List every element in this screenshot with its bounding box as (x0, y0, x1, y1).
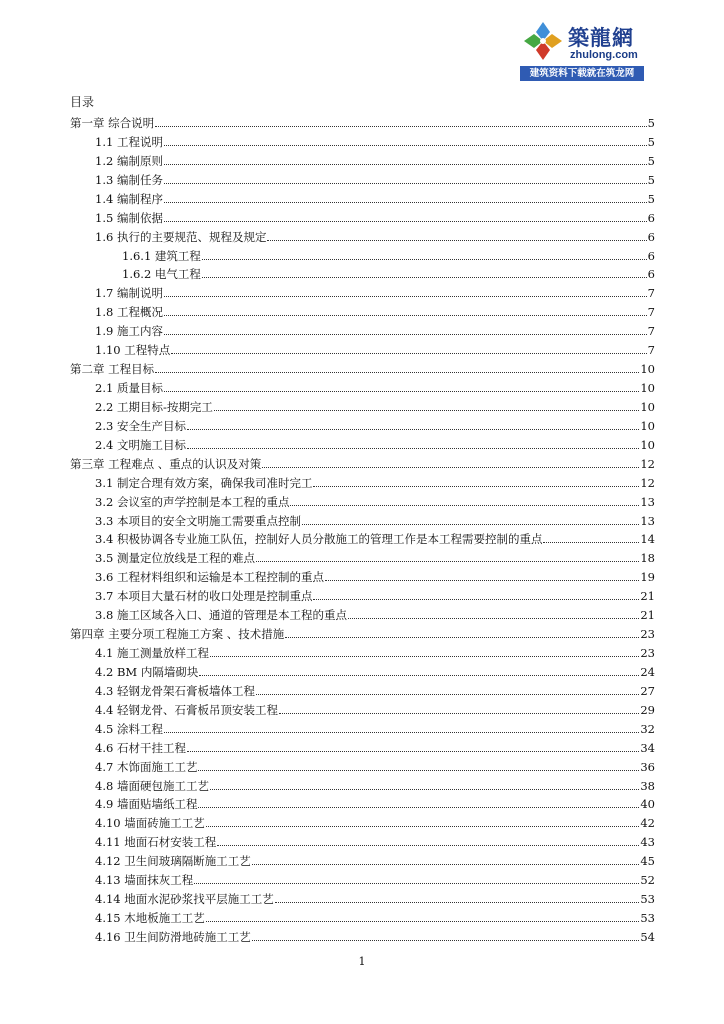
toc-dot-leader (290, 505, 639, 506)
toc-section-row[interactable] (95, 320, 655, 338)
toc-entry-title: 2.1 质量目标 (95, 381, 163, 396)
toc-dot-leader (252, 864, 640, 865)
toc-section-row[interactable] (95, 661, 655, 679)
toc-section-row[interactable] (95, 718, 655, 736)
toc-section-row[interactable] (95, 339, 655, 357)
toc-entry-page: 38 (640, 778, 655, 793)
toc-entry-page: 27 (640, 683, 655, 698)
toc-dot-leader (256, 694, 639, 695)
toc-dot-leader (164, 164, 647, 165)
toc-entry-page: 36 (640, 759, 655, 774)
logo-brand-name: 築龍網 (568, 26, 634, 50)
toc-section-row[interactable] (95, 301, 655, 319)
toc-dot-leader (206, 921, 640, 922)
toc-entry-page: 13 (640, 513, 655, 528)
toc-entry-title: 4.4 轻钢龙骨、石膏板吊顶安装工程 (95, 702, 278, 717)
toc-entry-title: 1.7 编制说明 (95, 286, 163, 301)
toc-entry-title: 4.2 BM 内隔墙砌块 (95, 664, 199, 679)
toc-entry-title: 第二章 工程目标 (70, 362, 155, 377)
toc-entry-title: 1.5 编制依据 (95, 210, 163, 225)
toc-entry-page: 12 (640, 475, 655, 490)
toc-dot-leader (198, 807, 639, 808)
toc-section-row[interactable] (95, 131, 655, 149)
toc-dot-leader (256, 561, 639, 562)
toc-dot-leader (313, 486, 639, 487)
toc-entry-title: 4.16 卫生间防滑地砖施工工艺 (95, 929, 251, 944)
toc-entry-page: 5 (647, 153, 655, 168)
toc-entry-page: 6 (647, 248, 655, 263)
toc-entry-title: 1.2 编制原则 (95, 153, 163, 168)
toc-entry-page: 10 (640, 362, 655, 377)
toc-entry-title: 4.1 施工测量放样工程 (95, 646, 209, 661)
toc-entry-page: 7 (647, 305, 655, 320)
toc-chapter-row[interactable] (70, 358, 655, 376)
toc-dot-leader (164, 315, 647, 316)
toc-entry-title: 4.11 地面石材安装工程 (95, 835, 217, 850)
toc-dot-leader (198, 770, 639, 771)
toc-section-row[interactable] (95, 869, 655, 887)
toc-entry-page: 42 (640, 816, 655, 831)
toc-entry-page: 45 (640, 854, 655, 869)
toc-entry-title: 2.4 文明施工目标 (95, 437, 186, 452)
toc-subsection-row[interactable] (122, 263, 655, 281)
toc-section-row[interactable] (95, 699, 655, 717)
toc-dot-leader (155, 126, 647, 127)
toc-entry-page: 21 (640, 589, 655, 604)
toc-entry-title: 4.3 轻钢龙骨架石膏板墙体工程 (95, 683, 255, 698)
logo-brand-url: zhulong.com (570, 49, 638, 61)
toc-entry-title: 3.4 积极协调各专业施工队伍，控制好人员分散施工的管理工作是本工程需要控制的重点 (95, 532, 543, 547)
toc-entry-title: 4.13 墙面抹灰工程 (95, 873, 194, 888)
toc-entry-title: 3.7 本项目大量石材的收口处理是控制重点 (95, 589, 313, 604)
toc-section-row[interactable] (95, 226, 655, 244)
toc-section-row[interactable] (95, 377, 655, 395)
toc-entry-title: 1.9 施工内容 (95, 324, 163, 339)
toc-entry-page: 10 (640, 381, 655, 396)
toc-entry-page: 52 (640, 873, 655, 888)
toc-section-row[interactable] (95, 850, 655, 868)
toc-dot-leader (206, 826, 640, 827)
toc-dot-leader (164, 145, 647, 146)
toc-entry-title: 4.8 墙面硬包施工工艺 (95, 778, 209, 793)
toc-dot-leader (155, 372, 639, 373)
toc-entry-title: 3.1 制定合理有效方案，确保我司准时完工 (95, 475, 313, 490)
toc-entry-page: 23 (640, 627, 655, 642)
toc-dot-leader (267, 240, 646, 241)
toc-section-row[interactable] (95, 472, 655, 490)
toc-entry-title: 4.5 涂料工程 (95, 721, 163, 736)
toc-section-row[interactable] (95, 566, 655, 584)
toc-section-row[interactable] (95, 491, 655, 509)
toc-dot-leader (285, 637, 639, 638)
toc-entry-page: 5 (647, 172, 655, 187)
toc-entry-page: 10 (640, 418, 655, 433)
toc-dot-leader (171, 353, 646, 354)
toc-dot-leader (202, 259, 647, 260)
zhulong-logo (520, 16, 644, 80)
toc-dot-leader (275, 902, 640, 903)
toc-dot-leader (202, 277, 647, 278)
toc-section-row[interactable] (95, 907, 655, 925)
toc-entry-title: 4.9 墙面贴墙纸工程 (95, 797, 198, 812)
toc-entry-page: 5 (647, 134, 655, 149)
toc-entry-title: 1.6 执行的主要规范、规程及规定 (95, 229, 267, 244)
toc-entry-page: 10 (640, 399, 655, 414)
toc-dot-leader (199, 675, 639, 676)
toc-section-row[interactable] (95, 642, 655, 660)
toc-dot-leader (313, 599, 639, 600)
toc-entry-title: 3.2 会议室的声学控制是本工程的重点 (95, 494, 290, 509)
toc-entry-page: 43 (640, 835, 655, 850)
toc-entry-page: 29 (640, 702, 655, 717)
toc-entry-title: 4.14 地面水泥砂浆找平层施工工艺 (95, 892, 274, 907)
toc-section-row[interactable] (95, 282, 655, 300)
toc-section-row[interactable] (95, 207, 655, 225)
toc-entry-page: 6 (647, 229, 655, 244)
toc-dot-leader (348, 618, 639, 619)
toc-dot-leader (164, 183, 647, 184)
toc-dot-leader (187, 429, 639, 430)
toc-entry-page: 5 (647, 191, 655, 206)
toc-entry-title: 4.10 墙面砖施工工艺 (95, 816, 205, 831)
toc-dot-leader (217, 845, 639, 846)
toc-section-row[interactable] (95, 812, 655, 830)
toc-entry-title: 1.8 工程概况 (95, 305, 163, 320)
toc-section-row[interactable] (95, 510, 655, 528)
toc-entry-title: 1.6.1 建筑工程 (122, 248, 201, 263)
toc-chapter-row[interactable] (70, 623, 655, 641)
toc-entry-page: 19 (640, 570, 655, 585)
toc-entry-page: 53 (640, 892, 655, 907)
toc-entry-page: 7 (647, 324, 655, 339)
toc-entry-page: 21 (640, 608, 655, 623)
toc-entry-page: 7 (647, 343, 655, 358)
toc-section-row[interactable] (95, 604, 655, 622)
toc-entry-page: 18 (640, 551, 655, 566)
toc-dot-leader (302, 524, 639, 525)
toc-section-row[interactable] (95, 415, 655, 433)
toc-section-row[interactable] (95, 150, 655, 168)
toc-section-row[interactable] (95, 737, 655, 755)
toc-chapter-row[interactable] (70, 112, 655, 130)
toc-section-row[interactable] (95, 888, 655, 906)
toc-dot-leader (279, 713, 639, 714)
toc-section-row[interactable] (95, 396, 655, 414)
toc-section-row[interactable] (95, 793, 655, 811)
toc-dot-leader (187, 448, 639, 449)
toc-dot-leader (210, 789, 639, 790)
toc-dot-leader (164, 296, 647, 297)
toc-dot-leader (543, 542, 639, 543)
toc-entry-page: 12 (640, 456, 655, 471)
toc-entry-title: 1.10 工程特点 (95, 343, 171, 358)
toc-section-row[interactable] (95, 188, 655, 206)
toc-section-row[interactable] (95, 756, 655, 774)
toc-entry-title: 第三章 工程难点 、重点的认识及对策 (70, 456, 262, 471)
toc-entry-page: 23 (640, 646, 655, 661)
toc-section-row[interactable] (95, 434, 655, 452)
toc-dot-leader (164, 732, 639, 733)
toc-subsection-row[interactable] (122, 245, 655, 263)
toc-section-row[interactable] (95, 169, 655, 187)
toc-entry-page: 24 (640, 664, 655, 679)
toc-entry-title: 3.3 本项目的安全文明施工需要重点控制 (95, 513, 301, 528)
toc-entry-title: 第四章 主要分项工程施工方案 、技术措施 (70, 627, 285, 642)
toc-entry-page: 7 (647, 286, 655, 301)
toc-entry-title: 3.5 测量定位放线是工程的难点 (95, 551, 255, 566)
toc-section-row[interactable] (95, 775, 655, 793)
toc-entry-page: 10 (640, 437, 655, 452)
toc-entry-page: 32 (640, 721, 655, 736)
toc-section-row[interactable] (95, 585, 655, 603)
zhulong-logo-icon (522, 20, 564, 62)
toc-entry-page: 14 (640, 532, 655, 547)
toc-entry-title: 4.6 石材干挂工程 (95, 740, 186, 755)
toc-dot-leader (164, 202, 647, 203)
toc-entry-title: 4.15 木地板施工工艺 (95, 911, 205, 926)
toc-entry-title: 4.12 卫生间玻璃隔断施工工艺 (95, 854, 251, 869)
toc-section-row[interactable] (95, 528, 655, 546)
toc-entry-title: 2.3 安全生产目标 (95, 418, 186, 433)
toc-section-row[interactable] (95, 831, 655, 849)
toc-dot-leader (210, 656, 639, 657)
toc-section-row[interactable] (95, 926, 655, 944)
toc-entry-page: 6 (647, 210, 655, 225)
toc-entry-page: 54 (640, 929, 655, 944)
toc-dot-leader (194, 883, 639, 884)
toc-entry-title: 第一章 综合说明 (70, 116, 155, 130)
toc-section-row[interactable] (95, 680, 655, 698)
toc-entry-title: 1.3 编制任务 (95, 172, 163, 187)
toc-entry-title: 1.6.2 电气工程 (122, 267, 201, 282)
toc-dot-leader (164, 334, 647, 335)
toc-dot-leader (164, 391, 639, 392)
toc-entry-page: 13 (640, 494, 655, 509)
toc-dot-leader (325, 580, 639, 581)
toc-dot-leader (187, 751, 639, 752)
toc-entry-title: 4.7 木饰面施工工艺 (95, 759, 198, 774)
toc-dot-leader (164, 221, 647, 222)
toc-entry-title: 2.2 工期目标-按期完工 (95, 399, 213, 414)
toc-entry-title: 3.6 工程材料组织和运输是本工程控制的重点 (95, 570, 324, 585)
toc-entry-page: 34 (640, 740, 655, 755)
toc-dot-leader (214, 410, 640, 411)
toc-chapter-row[interactable] (70, 453, 655, 471)
page-number: 1 (358, 955, 366, 968)
toc-entry-page: 6 (647, 267, 655, 282)
toc-dot-leader (262, 467, 639, 468)
toc-entry-title: 1.1 工程说明 (95, 134, 163, 149)
toc-entry-title: 1.4 编制程序 (95, 191, 163, 206)
toc-entry-page: 40 (640, 797, 655, 812)
toc-entry-page: 53 (640, 911, 655, 926)
toc-entry-page: 5 (647, 116, 655, 130)
logo-slogan: 建筑资料下载就在筑龙网 (520, 66, 644, 81)
toc-entry-title: 3.8 施工区域各入口、通道的管理是本工程的重点 (95, 608, 347, 623)
toc-title: 目录 (70, 95, 95, 109)
toc-dot-leader (252, 940, 640, 941)
toc-section-row[interactable] (95, 547, 655, 565)
